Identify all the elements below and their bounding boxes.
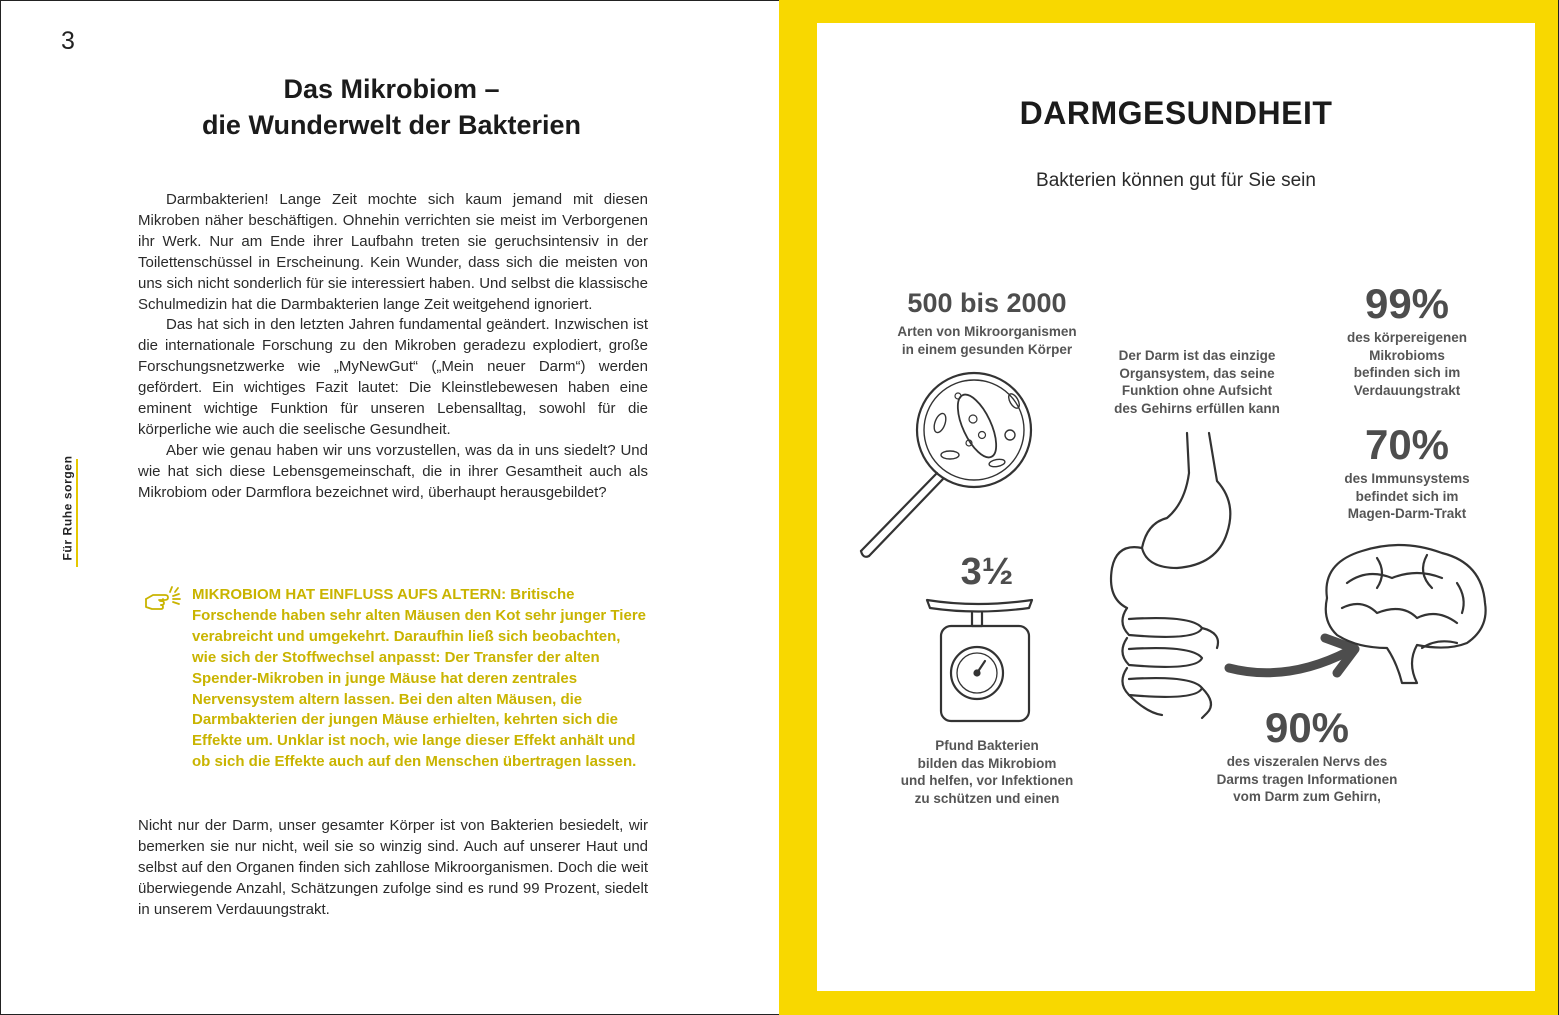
side-tab-label: Für Ruhe sorgen bbox=[60, 455, 75, 561]
stat-caption bbox=[1097, 347, 1297, 417]
stat-pounds-caption bbox=[882, 737, 1092, 807]
paragraph: Darmbakterien! Lange Zeit mochte sich kaum jemand mit diesen Mikroben näher beschäftigen. Ohnehin verrichten sie meist im Verborgenen ihr Werk. Nur am Ende ihrer Laufbahn treten sie geruchsintensiv in der Toilettenschüssel in Erscheinung. Kein Wunder, dass sich die meisten von uns sich nicht sonderlich für sie interessiert haben. Und selbst die klassische Schulmedizin hat die Darmbakterien lange Zeit weitgehend ignoriert. bbox=[138, 191, 648, 313]
tip-text: MIKROBIOM HAT EINFLUSS AUFS ALTERN: Britische Forschende haben sehr alten Mäusen den Kot sehr junger Tiere verabreicht und umgekehrt. Daraufhin ließ sich beobachten, wie sich der Stoffwechsel anpasst: Der Transfer der alten Spender-Mikroben in junge Mäuse hat deren zentrales Nervensystem altern lassen. Bei den alten Mäusen, die Darmbakterien der jungen Mäuse erhielten, kehrten sich die Effekte um. Unklar ist noch, wie lange dieser Effekt anhält und ob sich die Effekte auch auf den Menschen übertragen lassen. bbox=[192, 586, 646, 771]
stat-caption bbox=[877, 323, 1097, 358]
stat-caption bbox=[1197, 753, 1417, 806]
stat-value: 90% bbox=[1264, 704, 1350, 751]
stat-caption bbox=[1322, 470, 1492, 523]
pointing-hand-icon bbox=[143, 585, 185, 613]
stat-value: 3½ bbox=[960, 551, 1014, 593]
stat-microbiome-99 bbox=[1322, 279, 1492, 399]
closing-text bbox=[138, 816, 648, 921]
caption-line: Verdauungstrakt bbox=[1353, 382, 1461, 398]
paragraph: Aber wie genau haben wir uns vorzustellen, was da in uns siedelt? Und wie hat sich diese Lebensgemeinschaft, die in ihrer Gesamtheit auch als Mikrobiom oder Darmflora bezeichnet wird, überhaupt herausgebildet? bbox=[138, 441, 648, 501]
caption-line: und helfen, vor Infektionen bbox=[900, 773, 1074, 788]
caption-line: befinden sich im bbox=[1353, 365, 1461, 380]
caption-line: Darms tragen Informationen bbox=[1216, 771, 1398, 787]
caption-line: Organsystem, das seine bbox=[1119, 365, 1275, 381]
paragraph: Nicht nur der Darm, unser gesamter Körper ist von Bakterien besiedelt, wir bemerken sie nur nicht, weil sie so winzig sind. Auch auf unserer Haut und selbst auf den Organen finden sich zahllose Mikroorganismen. Doch die weit überwiegende Anzahl, Schätzungen zufolge sind es rund 99 Prozent, siedelt in unserem Verdauungstrakt. bbox=[138, 817, 648, 918]
stat-caption bbox=[1322, 329, 1492, 399]
infographic-subtitle: Bakterien können gut für Sie sein bbox=[1036, 170, 1316, 191]
magnifier-bacteria-icon bbox=[861, 373, 1031, 557]
stat-microorganisms bbox=[877, 288, 1097, 358]
caption-line: Pfund Bakterien bbox=[935, 738, 1039, 753]
caption-line: bilden das Mikrobiom bbox=[917, 755, 1057, 771]
intro-text bbox=[138, 190, 648, 504]
stat-caption bbox=[882, 737, 1092, 807]
scale-icon bbox=[927, 600, 1032, 721]
chapter-title-line1: Das Mikrobiom – bbox=[283, 74, 500, 104]
page-number: 3 bbox=[61, 27, 75, 55]
stat-value: 99% bbox=[1364, 280, 1450, 327]
chapter-title bbox=[139, 71, 644, 143]
caption-line: des körpereigenen bbox=[1346, 330, 1468, 345]
caption-line: Arten von Mikroorganismen bbox=[897, 324, 1077, 339]
stat-value: 70% bbox=[1364, 421, 1450, 468]
caption-line: des Gehirns erfüllen kann bbox=[1114, 400, 1280, 416]
caption-line: Funktion ohne Aufsicht bbox=[1121, 383, 1273, 398]
stat-pounds-value bbox=[882, 550, 1092, 594]
caption-line: des Immunsystems bbox=[1344, 471, 1470, 486]
caption-line: vom Darm zum Gehirn, bbox=[1233, 789, 1381, 804]
stomach-intestine-icon bbox=[1111, 433, 1230, 718]
caption-line: befindet sich im bbox=[1355, 488, 1459, 504]
stat-value: 500 bis 2000 bbox=[907, 288, 1067, 318]
side-tab-bar bbox=[76, 459, 78, 567]
chapter-title-line2: die Wunderwelt der Bakterien bbox=[201, 110, 582, 140]
right-page bbox=[779, 0, 1559, 1015]
caption-line: Der Darm ist das einzige bbox=[1118, 348, 1276, 363]
side-tab bbox=[39, 451, 99, 571]
left-page bbox=[0, 0, 779, 1015]
caption-line: Magen-Darm-Trakt bbox=[1347, 506, 1467, 521]
stat-vagus-90 bbox=[1197, 703, 1417, 806]
infographic-panel bbox=[817, 23, 1535, 991]
stat-immune-70 bbox=[1322, 420, 1492, 523]
arrow-icon bbox=[1229, 638, 1355, 673]
infographic-title: DARMGESUNDHEIT bbox=[1019, 95, 1333, 131]
caption-line: zu schützen und einen bbox=[914, 790, 1060, 806]
caption-line: des viszeralen Nervs des bbox=[1226, 754, 1388, 769]
caption-line: in einem gesunden Körper bbox=[901, 341, 1073, 357]
stat-organ-system bbox=[1097, 347, 1297, 417]
caption-line: Mikrobioms bbox=[1369, 347, 1445, 363]
paragraph: Das hat sich in den letzten Jahren fundamental geändert. Inzwischen ist die internationale Forschung zu den Mikroben geradezu explodiert, große Forschungsnetzwerke wie „MyNewGut“ („Mein neuer Darm“) werden gefördert. Ein wichtiges Fazit lautet: Die Kleinstlebewesen haben eine eminent wichtige Funktion für unseren Lebensalltag, sowohl für die körperliche wie auch die seelische Gesundheit. bbox=[138, 316, 648, 438]
